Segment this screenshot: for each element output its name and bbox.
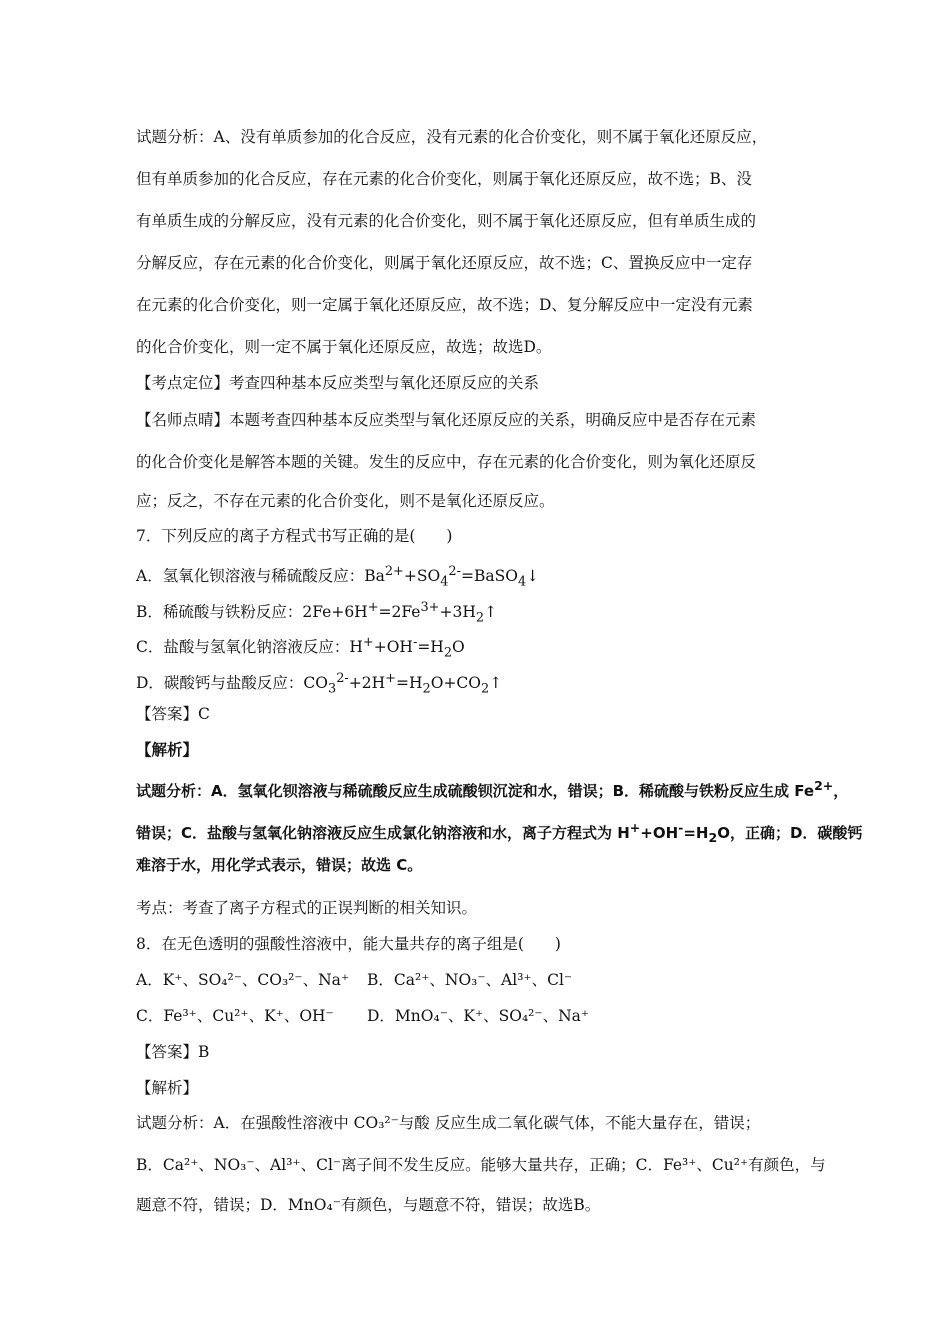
q7-option-d: D．碳酸钙与盐酸反应：$CO_3^{2-}+2H^+=H_2O+CO_2↑$ [136, 671, 503, 697]
q8-option-c: C．Fe³⁺、Cu²⁺、K⁺、OH⁻ [136, 1007, 334, 1025]
q8-analysis-label: 【解析】 [136, 1079, 199, 1097]
q6-tip-line-3: 应；反之，不存在元素的化合价变化，则不是氧化还原反应。 [136, 492, 555, 510]
q8-analysis-line-3: 题意不符，错误；D．MnO₄⁻有颜色，与题意不符，错误；故选B。 [136, 1196, 601, 1214]
q8-stem: 8．在无色透明的强酸性溶液中，能大量共存的离子组是( ) [136, 935, 561, 953]
q7-analysis-label: 【解析】 [136, 741, 199, 759]
q7-analysis-line-2: 错误；C．盐酸与氢氧化钠溶液反应生成氯化钠溶液和水，离子方程式为 $H^++OH^-=H_2O$，正确；D．碳酸钙 [136, 820, 863, 845]
q6-analysis-line-6: 的化合价变化，则一定不属于氧化还原反应，故选；故选D。 [136, 338, 552, 356]
q7-option-b: B．稀硫酸与铁粉反应：$2Fe+6H^+=2Fe^{3+}+3H_2↑$ [136, 600, 498, 626]
q6-point: 【考点定位】考查四种基本反应类型与氧化还原反应的关系 [136, 374, 540, 392]
q8-analysis-line-1: 试题分析：A．在强酸性溶液中 CO₃²⁻与酸 反应生成二氧化碳气体，不能大量存在，错误； [136, 1114, 761, 1132]
q8-analysis-line-2: B．Ca²⁺、NO₃⁻、Al³⁺、Cl⁻离子间不发生反应。能够大量共存，正确；C．Fe³⁺、Cu²⁺有颜色，与 [136, 1156, 826, 1174]
q7-analysis-line-3: 难溶于水，用化学式表示，错误；故选 C。 [136, 856, 423, 874]
q6-analysis-line-2: 但有单质参加的化合反应，存在元素的化合价变化，则属于氧化还原反应，故不选；B、没 [136, 170, 752, 188]
q6-analysis-line-5: 在元素的化合价变化，则一定属于氧化还原反应，故不选；D、复分解反应中一定没有元素 [136, 296, 753, 314]
q6-tip-line-2: 的化合价变化是解答本题的关键。发生的反应中，存在元素的化合价变化，则为氧化还原反 [136, 453, 757, 471]
q8-option-a: A．K⁺、SO₄²⁻、CO₃²⁻、Na⁺ [136, 971, 350, 989]
q7-answer: 【答案】C [136, 705, 210, 723]
q6-analysis-line-3: 有单质生成的分解反应，没有元素的化合价变化，则不属于氧化还原反应，但有单质生成的 [136, 212, 757, 230]
q7-kaodian: 考点：考查了离子方程式的正误判断的相关知识。 [136, 899, 478, 917]
q6-tip-line-1: 【名师点晴】本题考查四种基本反应类型与氧化还原反应的关系，明确反应中是否存在元素 [136, 411, 757, 429]
q8-answer: 【答案】B [136, 1043, 210, 1061]
q6-analysis-line-1: 试题分析：A、没有单质参加的化合反应，没有元素的化合价变化，则不属于氧化还原反应， [136, 128, 768, 146]
q7-option-a: A．氢氧化钡溶液与稀硫酸反应：$Ba^{2+}+SO_4^{2-}=BaSO_4↓$ [136, 564, 540, 590]
q8-option-b: B．Ca²⁺、NO₃⁻、Al³⁺、Cl⁻ [367, 971, 573, 989]
q7-option-c: C．盐酸与氢氧化钠溶液反应：$H^++OH^-=H_2O$ [136, 635, 465, 661]
q7-stem: 7．下列反应的离子方程式书写正确的是( ) [136, 527, 453, 545]
q6-analysis-line-4: 分解反应，存在元素的化合价变化，则属于氧化还原反应，故不选；C、置换反应中一定存 [136, 254, 753, 272]
q7-analysis-line-1: 试题分析：A．氢氧化钡溶液与稀硫酸反应生成硫酸钡沉淀和水，错误；B．稀硫酸与铁粉反应生成 $Fe^{2+}$， [136, 778, 849, 800]
q8-option-d: D．MnO₄⁻、K⁺、SO₄²⁻、Na⁺ [367, 1007, 590, 1025]
